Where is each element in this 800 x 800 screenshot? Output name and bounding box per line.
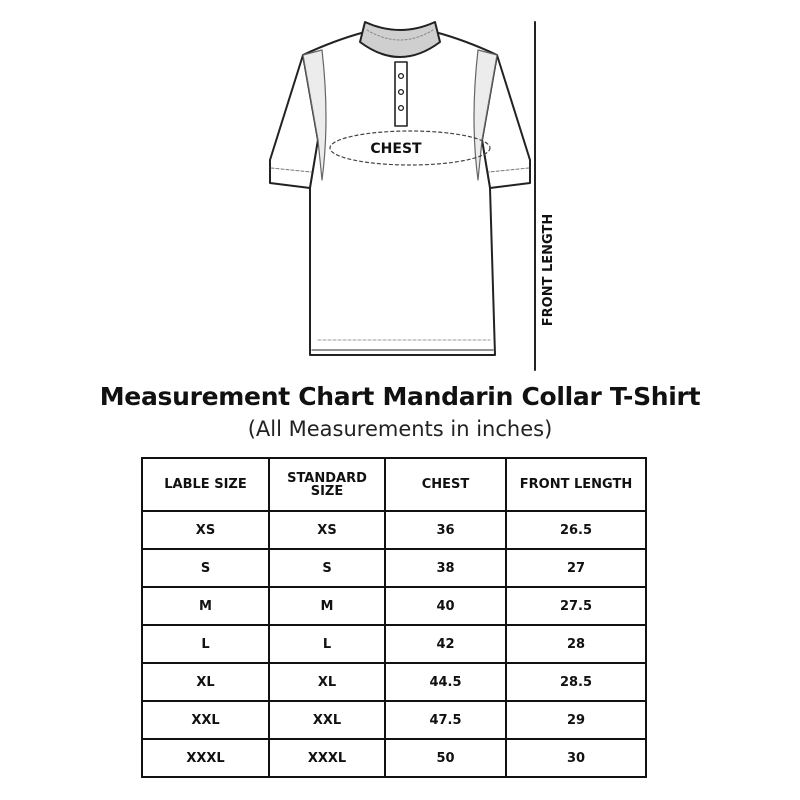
cell-chest: 40 bbox=[385, 587, 506, 625]
cell-standard-size: XXL bbox=[269, 701, 385, 739]
header-front-length: FRONT LENGTH bbox=[506, 458, 646, 511]
cell-chest: 42 bbox=[385, 625, 506, 663]
cell-label-size: M bbox=[142, 587, 269, 625]
cell-front-length: 28 bbox=[506, 625, 646, 663]
cell-chest: 50 bbox=[385, 739, 506, 777]
table-row bbox=[142, 587, 646, 625]
table-row bbox=[142, 701, 646, 739]
cell-label-size: L bbox=[142, 625, 269, 663]
cell-standard-size: XXXL bbox=[269, 739, 385, 777]
cell-label-size: S bbox=[142, 549, 269, 587]
cell-label-size: XXXL bbox=[142, 739, 269, 777]
page-title: Measurement Chart Mandarin Collar T-Shirt bbox=[99, 382, 701, 411]
cell-chest: 38 bbox=[385, 549, 506, 587]
cell-front-length: 28.5 bbox=[506, 663, 646, 701]
cell-chest: 44.5 bbox=[385, 663, 506, 701]
cell-standard-size: S bbox=[269, 549, 385, 587]
cell-front-length: 27.5 bbox=[506, 587, 646, 625]
cell-standard-size: XL bbox=[269, 663, 385, 701]
t-shirt-illustration bbox=[0, 0, 800, 375]
cell-standard-size: XS bbox=[269, 511, 385, 549]
header-standard-size-line1: STANDARD bbox=[287, 470, 367, 486]
cell-front-length: 26.5 bbox=[506, 511, 646, 549]
page-subtitle: (All Measurements in inches) bbox=[247, 417, 553, 441]
table-header-row bbox=[142, 458, 646, 511]
cell-standard-size: L bbox=[269, 625, 385, 663]
table-row bbox=[142, 511, 646, 549]
cell-label-size: XL bbox=[142, 663, 269, 701]
cell-label-size: XS bbox=[142, 511, 269, 549]
table-row bbox=[142, 739, 646, 777]
cell-chest: 47.5 bbox=[385, 701, 506, 739]
table-row bbox=[142, 549, 646, 587]
cell-front-length: 29 bbox=[506, 701, 646, 739]
chest-label: CHEST bbox=[370, 141, 422, 157]
header-standard-size-line2: SIZE bbox=[310, 483, 344, 499]
header-chest: CHEST bbox=[385, 458, 506, 511]
header-label-size: LABLE SIZE bbox=[142, 458, 269, 511]
cell-front-length: 30 bbox=[506, 739, 646, 777]
front-length-label: FRONT LENGTH bbox=[541, 213, 556, 327]
header-standard-size bbox=[269, 458, 385, 511]
cell-chest: 36 bbox=[385, 511, 506, 549]
table-row bbox=[142, 625, 646, 663]
table-row bbox=[142, 663, 646, 701]
cell-standard-size: M bbox=[269, 587, 385, 625]
measurement-table bbox=[141, 457, 647, 778]
cell-label-size: XXL bbox=[142, 701, 269, 739]
cell-front-length: 27 bbox=[506, 549, 646, 587]
